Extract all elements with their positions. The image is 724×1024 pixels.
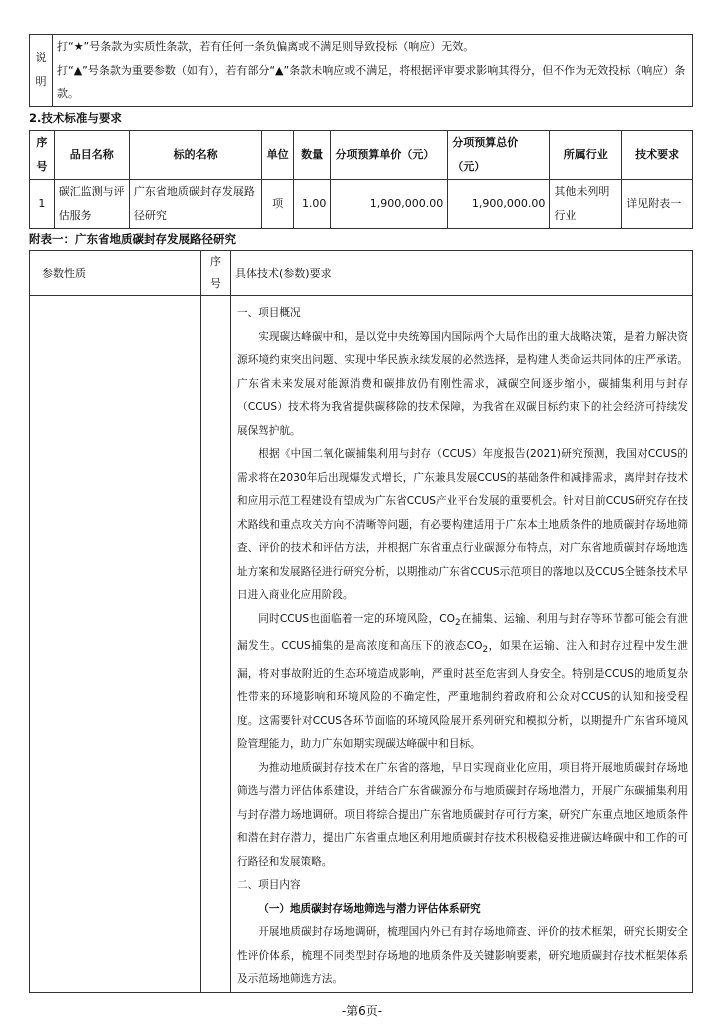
table-header-row <box>30 251 693 296</box>
header-cell: 序号 <box>30 131 55 180</box>
table-header-row <box>30 131 693 180</box>
header-cell: 品目名称 <box>54 131 129 180</box>
cell: 碳汇监测与评估服务 <box>54 180 129 229</box>
table-row <box>30 296 693 993</box>
cell <box>30 296 201 993</box>
header-cell: 数量 <box>293 131 331 180</box>
appendix-table <box>29 250 693 993</box>
paragraph <box>237 608 688 757</box>
subscript: 2 <box>482 645 489 656</box>
paragraph: 开展地质碳封存场地调研，梳理国内外已有封存场地筛查、评价的技术框架，研究长期安全性评价体系，梳理不同类型封存场地的地质条件及关键影响要素，研究地质碳封存技术框架体系及示范场地筛选方法。 <box>237 926 688 986</box>
cell: 1.00 <box>293 180 331 229</box>
note-star: 打“★”号条款为实质性条款，若有任何一条负偏离或不满足则导致投标（响应）无效。 <box>57 40 475 53</box>
cell: 1,900,000.00 <box>448 180 550 229</box>
header-cell: 分项预算单价（元） <box>331 131 448 180</box>
header-cell: 标的名称 <box>129 131 261 180</box>
header-cell: 所属行业 <box>550 131 622 180</box>
header-cell: 技术要求 <box>622 131 693 180</box>
paragraph: 根据《中国二氧化碳捕集利用与封存（CCUS）年度报告(2021)研究预测，我国对CCUS的需求将在2030年后出现爆发式增长，广东兼具发展CCUS的基础条件和减排需求，离岸封存技术和应用示范工程建设有望成为广东省CCUS产业平台发展的重要机会。针对目前CCUS研究存在技术路线和重点攻关方向不清晰等问题，有必要构建适用于广东本土地质条件的地质碳封存场地筛查、评价的技术和评估方法，并根据广东省重点行业碳源分布特点，对广东省地质碳封存场地选址方案和发展路径进行研究分析，以期推动广东省CCUS示范项目的落地以及CCUS全链条技术早日进入商业化应用阶段。 <box>237 448 688 601</box>
header-cell: 分项预算总价（元） <box>448 131 550 180</box>
cell: 其他未列明行业 <box>550 180 622 229</box>
header-cell: 序号 <box>201 251 231 296</box>
cell: 项 <box>262 180 293 229</box>
notes-label: 说明 <box>30 35 53 107</box>
note-triangle: 打“▲”号条款为重要参数（如有），若有部分“▲”条款未响应或不满足，将根据评审要求影响其得分，但不作为无效投标（响应）条款。 <box>57 63 686 100</box>
notes-table <box>29 34 693 107</box>
page-number: -第6页- <box>341 1004 383 1018</box>
paragraph: 实现碳达峰碳中和，是以党中央统筹国内国际两个大局作出的重大战略决策，是着力解决资源环境约束突出问题、实现中华民族永续发展的必然选择，是构建人类命运共同体的庄严承诺。广东省未来发展对能源消费和碳排放仍有刚性需求，减碳空间逐步缩小，碳捕集利用与封存（CCUS）技术将为我省提供碳移除的技术保障，为我省在双碳目标约束下的社会经济可持续发展保驾护航。 <box>237 330 688 437</box>
subsection-heading: （一）地质碳封存场地筛选与潜力评估体系研究 <box>258 902 481 915</box>
cell: 广东省地质碳封存发展路径研究 <box>129 180 261 229</box>
subscript: 2 <box>455 617 461 628</box>
tech-table <box>29 130 693 229</box>
cell: 详见附表一 <box>622 180 693 229</box>
text: 同时CCUS也面临着一定的环境风险，CO <box>258 612 456 625</box>
paragraph: 为推动地质碳封存技术在广东省的落地，早日实现商业化应用，项目将开展地质碳封存场地筛选与潜力评估体系建设，并结合广东省碳源分布与地质碳封存场地潜力，开展广东碳捕集利用与封存潜力场地调研。项目将综合提出广东省地质碳封存可行方案，研究广东重点地区地质条件和潜在封存潜力，提出广东省重点地区利用地质碳封存技术积极稳妥推进碳达峰碳中和工作的可行路径和发展策略。 <box>237 761 688 868</box>
text: 在捕集、运输、利用与封存等环节都可能会有泄漏发生。CCUS捕集的是高浓度和高压下的液态CO <box>237 612 689 653</box>
section-heading: 二、项目内容 <box>237 879 301 892</box>
cell: 1,900,000.00 <box>331 180 448 229</box>
header-cell: 参数性质 <box>30 251 201 296</box>
cell <box>201 296 231 993</box>
header-cell: 具体技术(参数)要求 <box>231 251 693 296</box>
requirements-content <box>231 296 693 993</box>
cell: 1 <box>30 180 55 229</box>
appendix-title: 附表一：广东省地质碳封存发展路径研究 <box>29 232 236 246</box>
header-cell: 单位 <box>262 131 293 180</box>
section-title: 2.技术标准与要求 <box>29 111 122 125</box>
section-heading: 一、项目概况 <box>237 307 301 319</box>
text: ，如果在运输、注入和封存过程中发生泄漏，将对事故附近的生态环境造成影响，严重时甚至危害到人身安全。特别是CCUS的地质复杂性带来的环境影响和环境风险的不确定性，严重地制约着政府和公众对CCUS的认知和接受程度。这需要针对CCUS各环节面临的环境风险展开系列研究和模拟分析，以期提升广东省环境风险管理能力，助力广东如期实现碳达峰碳中和目标。 <box>237 640 688 751</box>
table-row <box>30 180 693 229</box>
